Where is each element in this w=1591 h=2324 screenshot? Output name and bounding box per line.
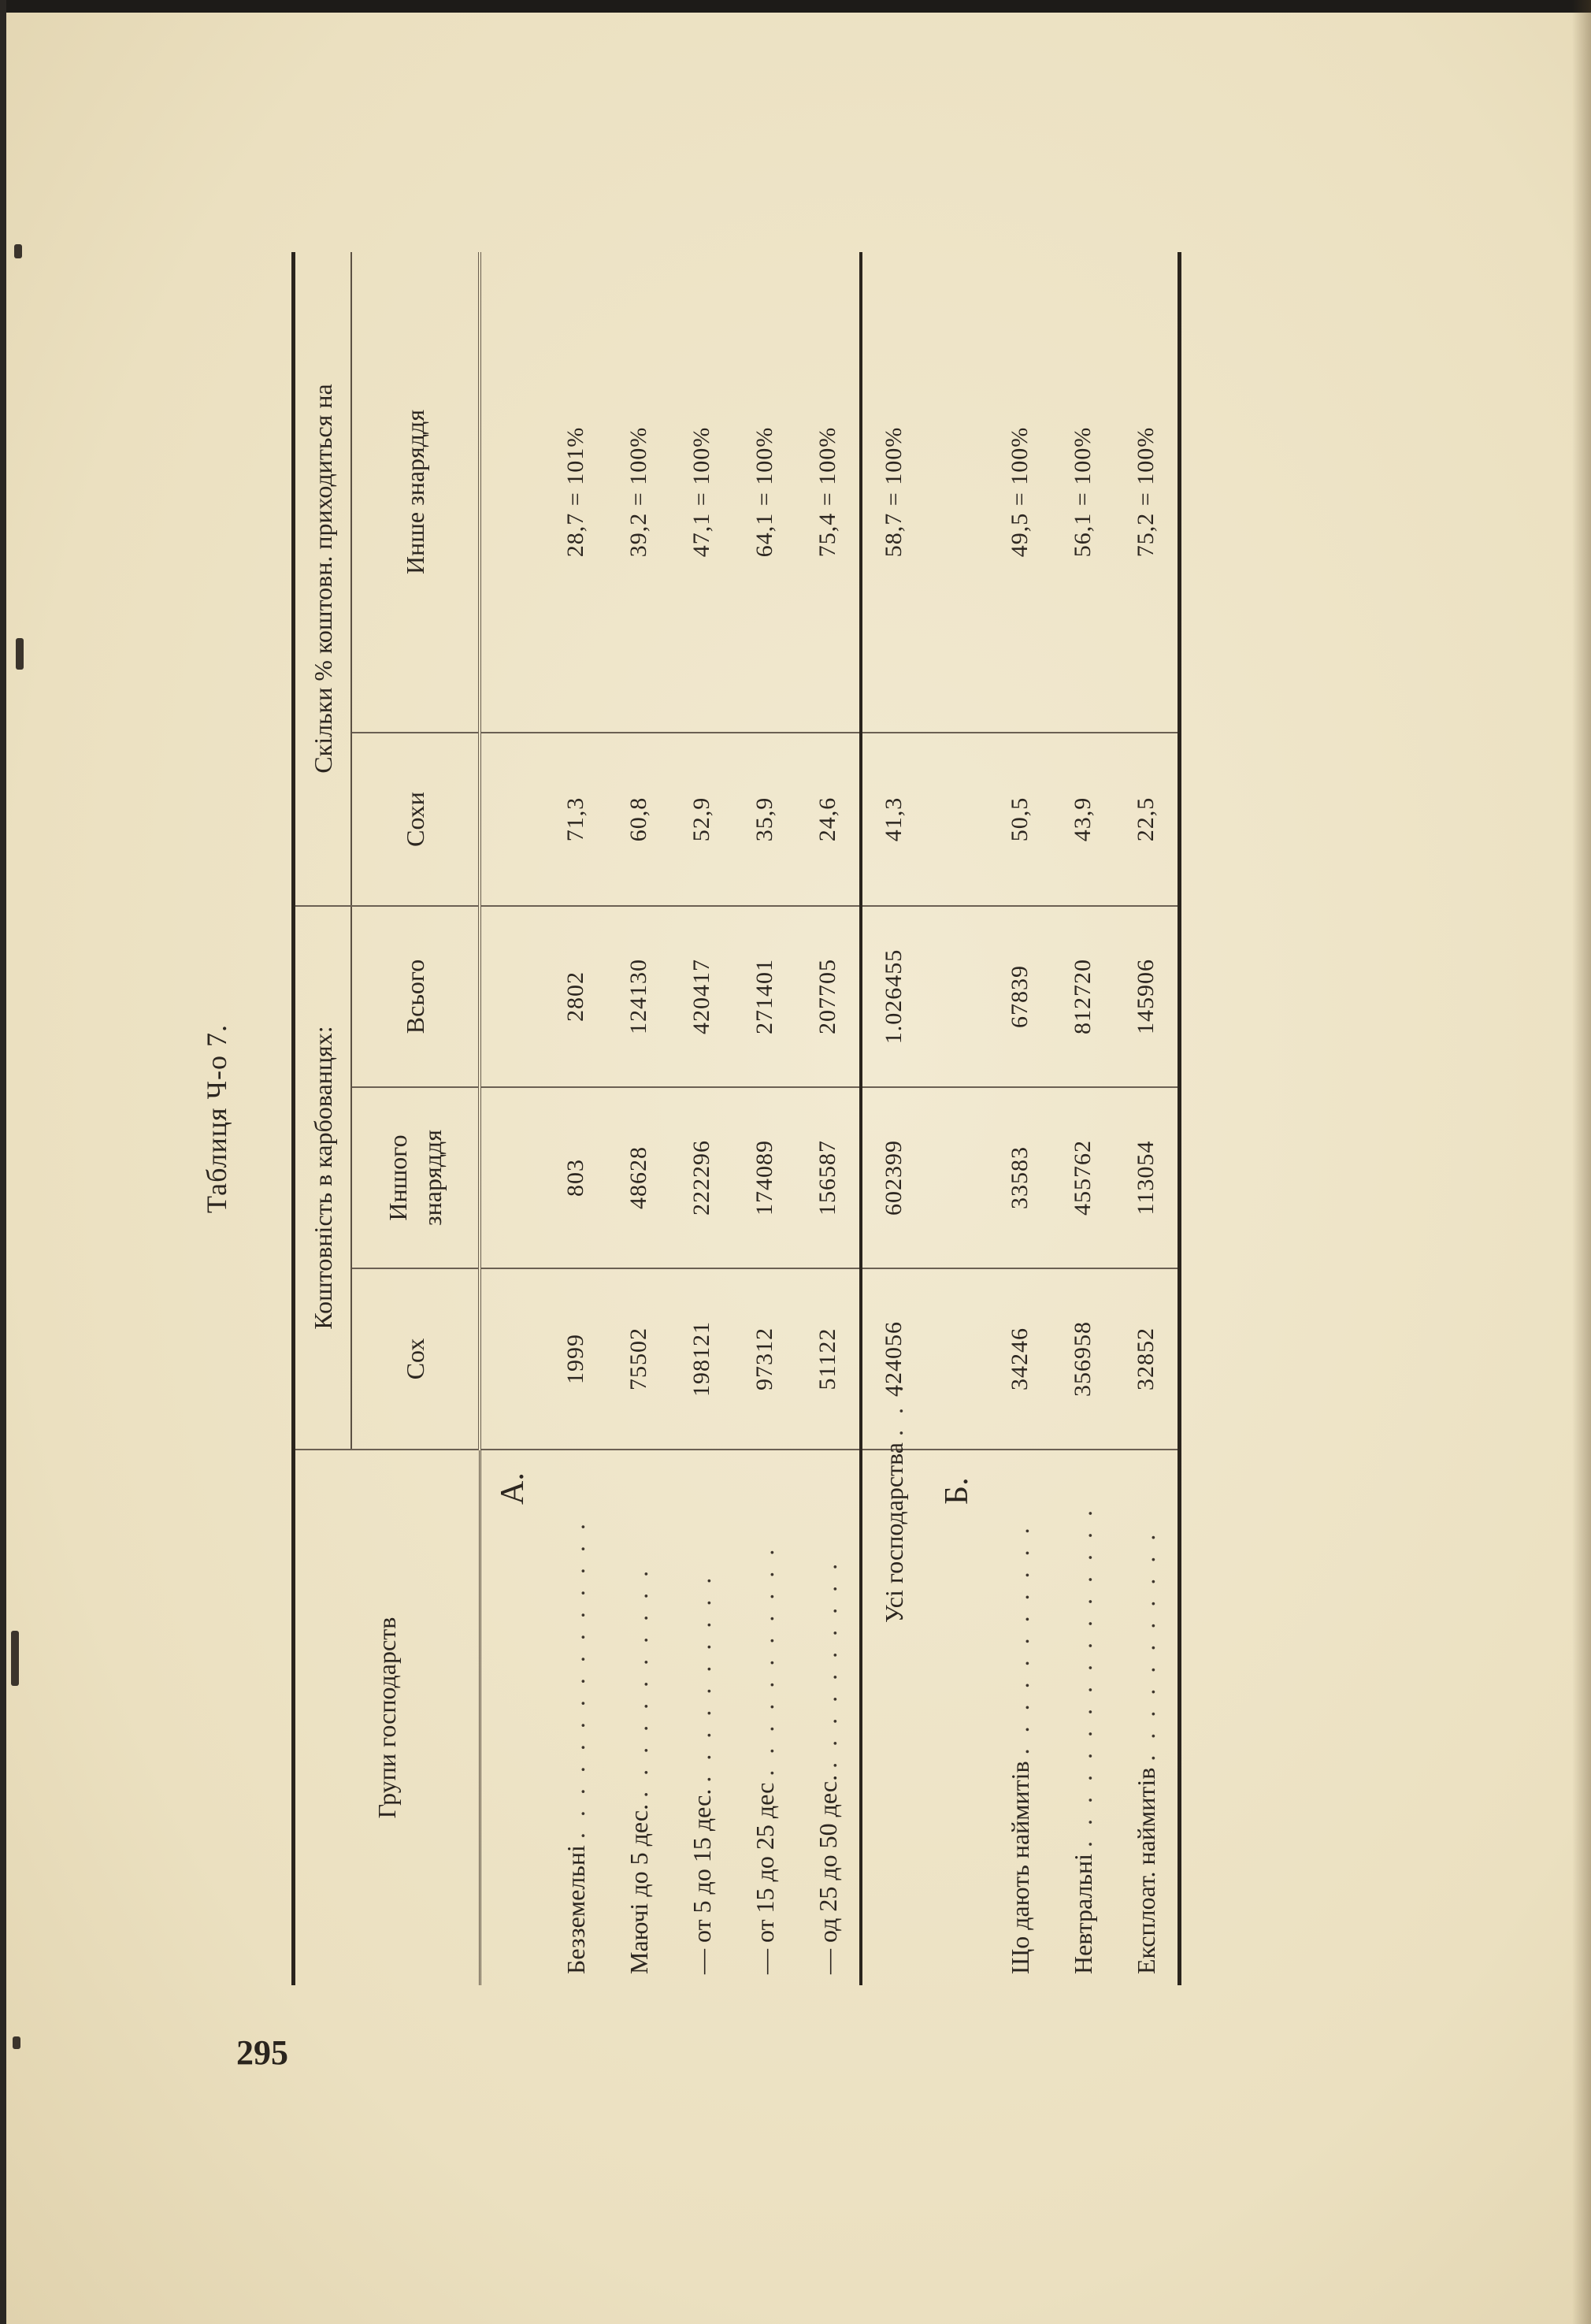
cell-inshe-pct: 64,1 = 100%: [733, 252, 796, 733]
cell-inshe: 455762: [1051, 1087, 1114, 1268]
cell-inshe-pct: 75,4 = 100%: [796, 252, 861, 733]
cell-sokh: 75502: [607, 1268, 670, 1450]
row-label: Експлоат. наймитів . . . . . . . . . . .: [1114, 1450, 1180, 1985]
cell-vsoho: 124130: [607, 906, 670, 1087]
column-header-inshe-pct: Инше знаряддя: [351, 252, 480, 733]
scan-speck: [16, 638, 24, 670]
cell-inshe: 803: [544, 1087, 607, 1268]
column-header-inshe: Иншого знаряддя: [351, 1087, 480, 1268]
cell-sokh: 51122: [796, 1268, 861, 1450]
cell-inshe: 113054: [1114, 1087, 1180, 1268]
cell-sokh: 356958: [1051, 1268, 1114, 1450]
row-label: Що дають наймитів . . . . . . . . . . .: [1005, 1523, 1034, 1974]
row-label: Невтральні . . . . . . . . . . . . . . . .: [1068, 1505, 1097, 1974]
cell-vsoho: 2802: [544, 906, 607, 1087]
cell-inshe-pct: 28,7 = 101%: [544, 252, 607, 733]
data-table: [291, 252, 1181, 1985]
scan-speck: [13, 2036, 20, 2049]
cell-inshe-pct: 75,2 = 100%: [1114, 252, 1180, 733]
cell-inshe-pct: 56,1 = 100%: [1051, 252, 1114, 733]
table-caption: Таблиця Ч-о 7.: [201, 1024, 232, 1213]
total-inshe: 602399: [861, 1087, 925, 1268]
section-a-row: [480, 252, 544, 1985]
section-b-row: [925, 252, 988, 1985]
section-b-heading: Б.: [939, 1477, 975, 1505]
cell-inshe: 222296: [670, 1087, 733, 1268]
table-row: [796, 252, 861, 1985]
page-number: 295: [236, 2033, 288, 2072]
cell-inshe-pct: 47,1 = 100%: [670, 252, 733, 733]
column-header-vsoho: Всього: [351, 906, 480, 1087]
cell-sokh: 198121: [670, 1268, 733, 1450]
cell-sokhy-pct: 43,9: [1051, 733, 1114, 906]
cell-inshe: 156587: [796, 1087, 861, 1268]
cell-sokh: 32852: [1114, 1268, 1180, 1450]
cell-inshe-pct: 49,5 = 100%: [988, 252, 1051, 733]
rotated-table-page: [189, 252, 1221, 1985]
cell-sokhy-pct: 35,9: [733, 733, 796, 906]
table-row: [988, 252, 1051, 1985]
total-sokh: 424056: [861, 1268, 925, 1450]
cell-inshe: 174089: [733, 1087, 796, 1268]
table-row: [1051, 252, 1114, 1985]
cell-sokh: 1999: [544, 1268, 607, 1450]
total-row: [861, 252, 925, 1985]
cell-sokhy-pct: 24,6: [796, 733, 861, 906]
page-edge-shadow: [1572, 0, 1591, 2324]
cell-sokhy-pct: 50,5: [988, 733, 1051, 906]
cell-sokhy-pct: 60,8: [607, 733, 670, 906]
row-label: — од 25 до 50 дес. . . . . . . . . . .: [813, 1558, 842, 1974]
total-inshe-pct: 58,7 = 100%: [861, 252, 925, 733]
section-a-heading: А.: [494, 1472, 531, 1505]
header-row-groups: [294, 252, 352, 1985]
row-label: — от 5 до 15 дес. . . . . . . . . . .: [687, 1572, 716, 1974]
cell-inshe: 33583: [988, 1087, 1051, 1268]
cell-vsoho: 420417: [670, 906, 733, 1087]
scan-edge-left: [0, 0, 6, 2324]
cell-sokh: 34246: [988, 1268, 1051, 1450]
cell-vsoho: 207705: [796, 906, 861, 1087]
cell-sokhy-pct: 52,9: [670, 733, 733, 906]
cell-sokhy-pct: 22,5: [1114, 733, 1180, 906]
row-label: — от 15 до 25 дес . . . . . . . . . . .: [750, 1544, 779, 1974]
table-row: [607, 252, 670, 1985]
cell-sokh: 97312: [733, 1268, 796, 1450]
scan-speck: [11, 1631, 19, 1686]
column-group-header-value: Коштовність в карбованцях:: [294, 906, 352, 1450]
scan-edge-top: [0, 0, 1591, 13]
column-header-sokh: Сох: [351, 1268, 480, 1450]
column-group-header-share: [294, 252, 352, 906]
table-row: [1114, 252, 1180, 1985]
total-label: Усі господарства . . .: [861, 1450, 925, 1985]
column-header-sokhy-pct: Сохи: [351, 733, 480, 906]
scan-speck: [14, 244, 22, 258]
cell-vsoho: 145906: [1114, 906, 1180, 1087]
row-label: Маючі до 5 дес. . . . . . . . . . . .: [624, 1565, 653, 1974]
cell-sokhy-pct: 71,3: [544, 733, 607, 906]
cell-vsoho: 812720: [1051, 906, 1114, 1087]
column-header-groups: Групи господарств: [294, 1450, 480, 1985]
cell-vsoho: 271401: [733, 906, 796, 1087]
cell-inshe-pct: 39,2 = 100%: [607, 252, 670, 733]
cell-inshe: 48628: [607, 1087, 670, 1268]
share-header-text: Скільки % коштовн. приходиться на: [308, 384, 337, 774]
cell-vsoho: 67839: [988, 906, 1051, 1087]
table-row: [670, 252, 733, 1985]
table-row: [733, 252, 796, 1985]
total-vsoho: 1.026455: [861, 906, 925, 1087]
row-label: Безземельні . . . . . . . . . . . . . . .: [561, 1519, 590, 1974]
table-row: [544, 252, 607, 1985]
total-sokhy-pct: 41,3: [861, 733, 925, 906]
